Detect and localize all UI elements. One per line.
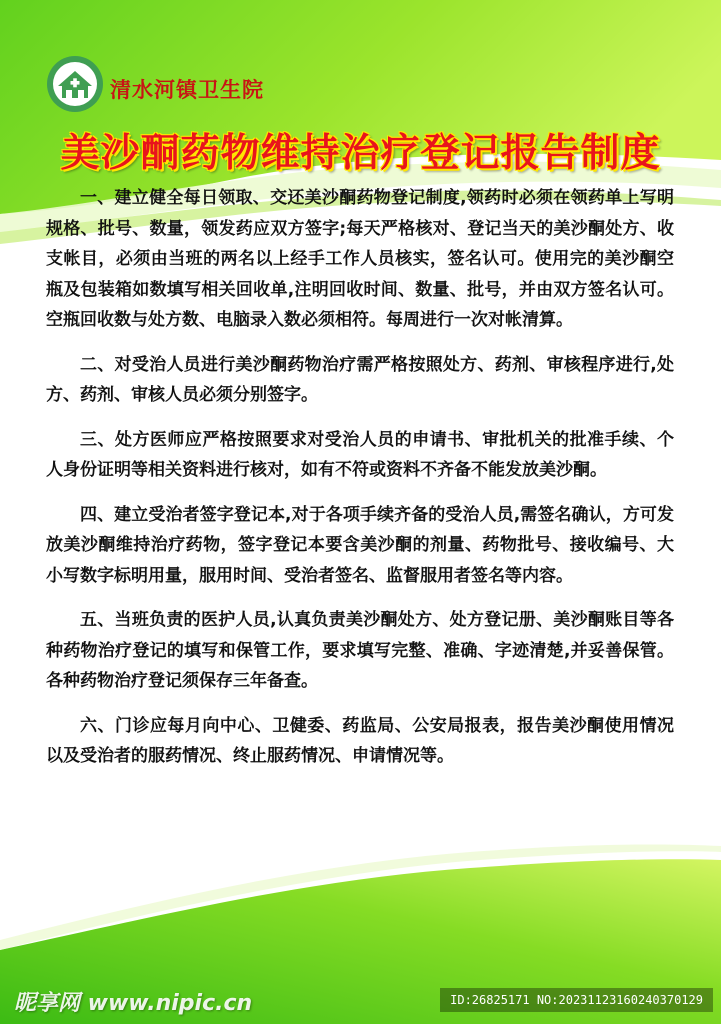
paragraph-2: 二、对受治人员进行美沙酮药物治疗需严格按照处方、药剂、审核程序进行,处方、药剂、审核人员必须分别签字。 (46, 354, 674, 405)
paragraph-5: 五、当班负责的医护人员,认真负责美沙酮处方、处方登记册、美沙酮账目等各种药物治疗登记的填写和保管工作，要求填写完整、准确、字迹清楚,并妥善保管。各种药物治疗登记须保存三年备查。 (46, 610, 674, 691)
regulation-body (46, 183, 674, 786)
paragraph-3: 三、处方医师应严格按照要求对受治人员的申请书、审批机关的批准手续、个人身份证明等相关资料进行核对，如有不符或资料不齐备不能发放美沙酮。 (46, 429, 674, 480)
paragraph-4: 四、建立受治者签字登记本,对于各项手续齐备的受治人员,需签名确认，方可发放美沙酮维持治疗药物，签字登记本要含美沙酮的剂量、药物批号、接收编号、大小写数字标明用量，服用时间、受治者签名、监督服用者签名等内容。 (46, 504, 674, 586)
paragraph-6: 六、门诊应每月向中心、卫健委、药监局、公安局报表，报告美沙酮使用情况以及受治者的服药情况、终止服药情况、申请情况等。 (46, 715, 674, 766)
page-title: 美沙酮药物维持治疗登记报告制度 (60, 130, 661, 176)
paragraph-1: 一、建立健全每日领取、交还美沙酮药物登记制度,领药时必须在领药单上写明规格、批号、数量，领发药应双方签字;每天严格核对、登记当天的美沙酮处方、收支帐目，必须由当班的两名以上经手工作人员核实，签名认可。使用完的美沙酮空瓶及包装箱如数填写相关回收单,注明回收时间、数量、批号，并由双方签名认可。空瓶回收数与处方数、电脑录入数必须相符。每周进行一次对帐清算。 (46, 188, 674, 330)
hospital-logo (46, 55, 104, 113)
image-id-watermark: ID:26825171 NO:20231123160240370129 (440, 988, 713, 1012)
hospital-name: 清水河镇卫生院 (110, 78, 264, 102)
site-watermark: 昵享网 www.nipic.cn (14, 991, 253, 1016)
